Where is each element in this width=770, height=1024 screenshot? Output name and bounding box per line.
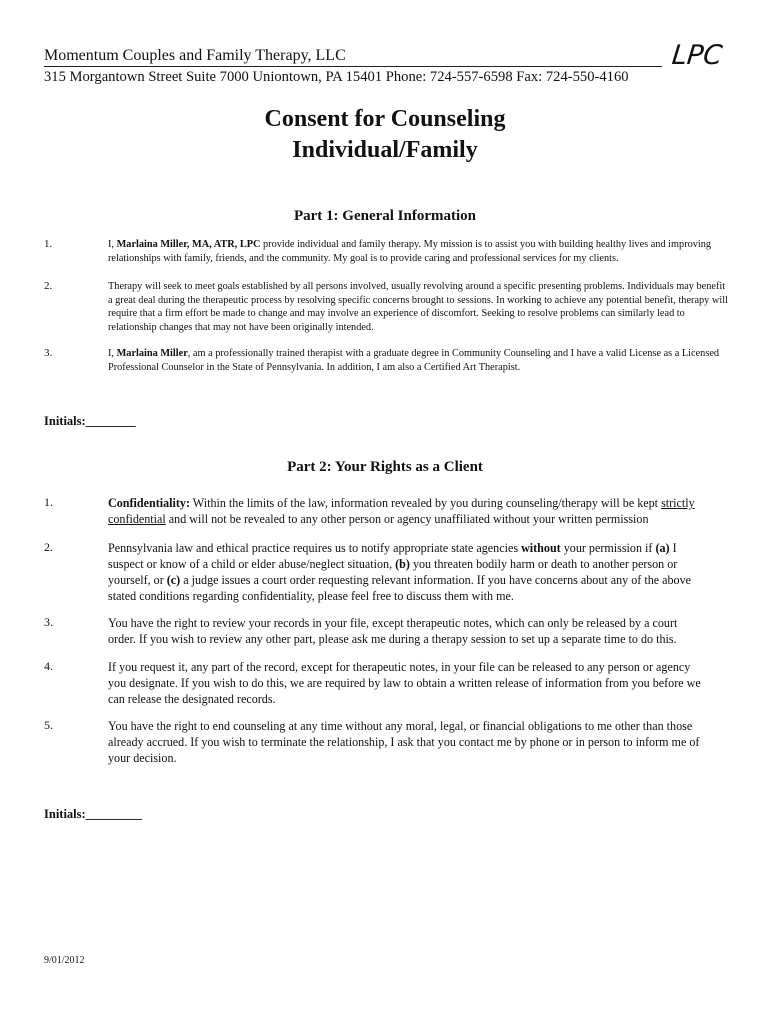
lpc-logo: LPC: [670, 40, 724, 71]
practice-address: 315 Morgantown Street Suite 7000 Uniontown, PA 15401 Phone: 724-557-6598 Fax: 724-550-4160: [44, 69, 629, 85]
header-divider: [44, 66, 662, 67]
item-text: You have the right to review your records in your file, except therapeutic notes, which can only be released by a court order. If you wish to review any other part, please ask me during a therapy session to set up a separate time to do this.: [108, 616, 678, 646]
initials-field-part1: Initials:________: [44, 414, 136, 428]
item-number: 2.: [44, 280, 53, 292]
item-number: 5.: [44, 718, 53, 732]
document-title: Consent for Counseling: [264, 106, 506, 132]
item-number: 3.: [44, 347, 53, 359]
item-number: 4.: [44, 659, 53, 673]
item-text: I, Marlaina Miller, MA, ATR, LPC provide individual and family therapy. My mission is to assist you with building healthy lives and improving relationships with family, friends, and the community. My goal is to provide caring and professional services for my clients.: [108, 239, 712, 264]
item-number: 2.: [44, 540, 53, 554]
practice-name: Momentum Couples and Family Therapy, LLC: [44, 47, 346, 64]
item-number: 1.: [44, 238, 53, 250]
part1-heading: Part 1: General Information: [293, 208, 477, 224]
initials-field-part2: Initials:_________: [44, 807, 142, 821]
item-number: 3.: [44, 615, 53, 629]
document-subtitle: Individual/Family: [292, 137, 478, 163]
item-text: I, Marlaina Miller, am a professionally trained therapist with a graduate degree in Community Counseling and I have a valid License as a Licensed Professional Counselor in the State of Pennsylvania. In addition, I am also a Certified Art Therapist.: [108, 348, 720, 373]
item-text: If you request it, any part of the record, except for therapeutic notes, in your file can be released to any person or agency you designate. If you wish to do this, we are required by law to obtain a written release of information from you before we can release the designated records.: [108, 660, 701, 706]
part2-heading: Part 2: Your Rights as a Client: [287, 459, 483, 475]
revision-date: 9/01/2012: [44, 955, 85, 966]
item-text: Therapy will seek to meet goals established by all persons involved, usually revolving around a specific presenting problems. Individuals may benefit a great deal during the therapeutic process by resolving specific concerns brought to sessions. In working to achieve any potential benefit, therapy will require that a firm effort be made to change and may involve an experience of discomfort. Seeking to resolve problems can similarly lead to relationship changes that may not have been originally intended.: [108, 281, 728, 333]
item-text: Confidentiality: Within the limits of the law, information revealed by you during counseling/therapy will be kept strictly confidential and will not be revealed to any other person or agency unaffiliated without your written permission: [108, 496, 695, 526]
item-text: Pennsylvania law and ethical practice requires us to notify appropriate state agencies without your permission if (a) I suspect or know of a child or elder abuse/neglect situation, (b) you threaten bodily harm or death to another person or yourself, or (c) a judge issues a court order requesting relevant information. If you have concerns about any of the above stated conditions regarding confidentiality, please feel free to discuss them with me.: [108, 541, 692, 603]
item-number: 1.: [44, 495, 53, 509]
item-text: You have the right to end counseling at any time without any moral, legal, or financial obligations to me other than those already accrued. If you wish to terminate the relationship, I ask that you contact me by phone or in person to inform me of your decision.: [108, 719, 700, 765]
